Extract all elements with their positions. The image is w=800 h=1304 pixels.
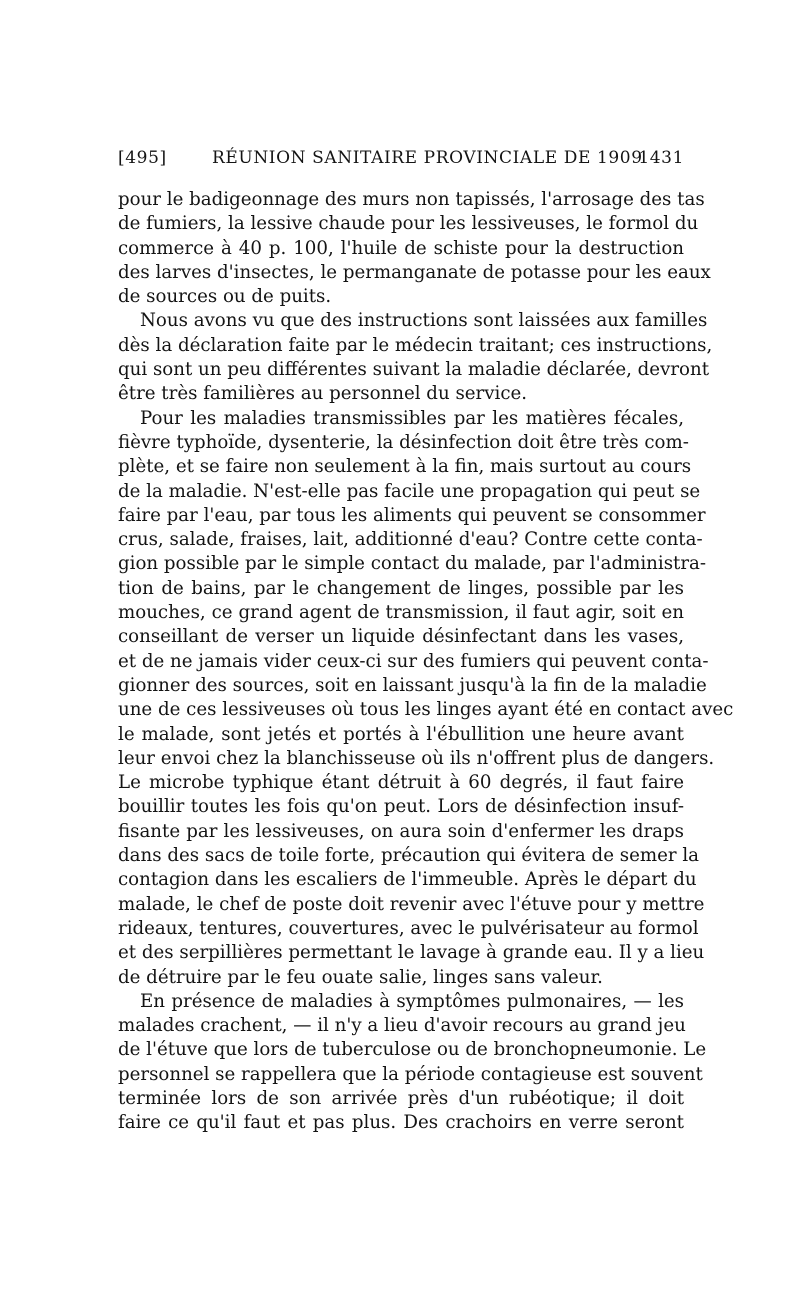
text-line: et de ne jamais vider ceux-ci sur des fumiers qui peuvent conta- <box>118 650 709 672</box>
text-line: Le microbe typhique étant détruit à 60 degrés, il faut faire <box>118 772 684 794</box>
text-line: pour le badigeonnage des murs non tapissés, l'arrosage des tas <box>118 189 705 210</box>
text-line: leur envoi chez la blanchisseuse où ils n'offrent plus de dangers. <box>118 747 715 769</box>
page-number: 1431 <box>638 148 684 168</box>
text-line: rideaux, tentures, couvertures, avec le pulvérisateur au formol <box>118 917 699 939</box>
text-line: fièvre typhoïde, dysenterie, la désinfection doit être très com- <box>118 431 689 453</box>
text-line: de sources ou de puits. <box>118 286 332 308</box>
text-line: faire par l'eau, par tous les aliments qui peuvent se consommer <box>118 504 706 526</box>
text-line: contagion dans les escaliers de l'immeuble. Après le départ du <box>118 869 697 891</box>
text-line: Nous avons vu que des instructions sont laissées aux familles <box>140 310 708 332</box>
text-line: et des serpillières permettant le lavage à grande eau. Il y a lieu <box>118 942 705 964</box>
text-line: être très familières au personnel du service. <box>118 383 528 405</box>
running-title: RÉUNION SANITAIRE PROVINCIALE DE 1909 <box>212 148 643 168</box>
text-line: tion de bains, par le changement de linges, possible par les <box>118 577 684 599</box>
text-line: malades crachent, — il n'y a lieu d'avoir recours au grand jeu <box>118 1015 686 1037</box>
text-line: bouillir toutes les fois qu'on peut. Lors de désinfection insuf- <box>118 796 684 818</box>
running-head <box>118 148 684 172</box>
text-line: En présence de maladies à symptômes pulmonaires, — les <box>140 990 684 1012</box>
text-line: de la maladie. N'est-elle pas facile une propagation qui peut se <box>118 480 701 502</box>
text-line: qui sont un peu différentes suivant la maladie déclarée, devront <box>118 359 710 381</box>
text-line: de détruire par le feu ouate salie, linges sans valeur. <box>118 966 603 988</box>
text-line: malade, le chef de poste doit revenir avec l'étuve pour y mettre <box>118 893 705 915</box>
text-line: de l'étuve que lors de tuberculose ou de bronchopneumonie. Le <box>118 1039 707 1061</box>
text-line: terminée lors de son arrivée près d'un rubéotique; il doit <box>118 1087 684 1109</box>
text-line: dès la déclaration faite par le médecin traitant; ces instructions, <box>118 334 713 356</box>
text-line: des larves d'insectes, le permanganate de potasse pour les eaux <box>118 261 711 283</box>
text-line: fisante par les lessiveuses, on aura soin d'enfermer les draps <box>118 820 684 842</box>
text-line: crus, salade, fraises, lait, additionné d'eau? Contre cette conta- <box>118 529 703 551</box>
text-line: gion possible par le simple contact du malade, par l'administra- <box>118 553 707 575</box>
text-line: conseillant de verser un liquide désinfectant dans les vases, <box>118 626 684 648</box>
text-line: plète, et se faire non seulement à la fin, mais surtout au cours <box>118 456 692 478</box>
text-line: commerce à 40 p. 100, l'huile de schiste pour la destruction <box>118 237 684 259</box>
text-line: de fumiers, la lessive chaude pour les lessiveuses, le formol du <box>118 213 699 235</box>
text-line: dans des sacs de toile forte, précaution qui évitera de semer la <box>118 845 699 867</box>
text-line: mouches, ce grand agent de transmission, il faut agir, soit en <box>118 602 684 624</box>
text-line: faire ce qu'il faut et pas plus. Des crachoirs en verre seront <box>118 1112 684 1134</box>
text-line: une de ces lessiveuses où tous les linges ayant été en contact avec <box>118 699 734 721</box>
text-line: personnel se rappellera que la période contagieuse est souvent <box>118 1063 703 1085</box>
body-text <box>118 188 734 1136</box>
text-line: le malade, sont jetés et portés à l'ébullition une heure avant <box>118 723 684 745</box>
text-line: Pour les maladies transmissibles par les matières fécales, <box>140 407 684 429</box>
text-line: gionner des sources, soit en laissant jusqu'à la fin de la maladie <box>118 674 707 696</box>
section-number: [495] <box>118 148 167 168</box>
